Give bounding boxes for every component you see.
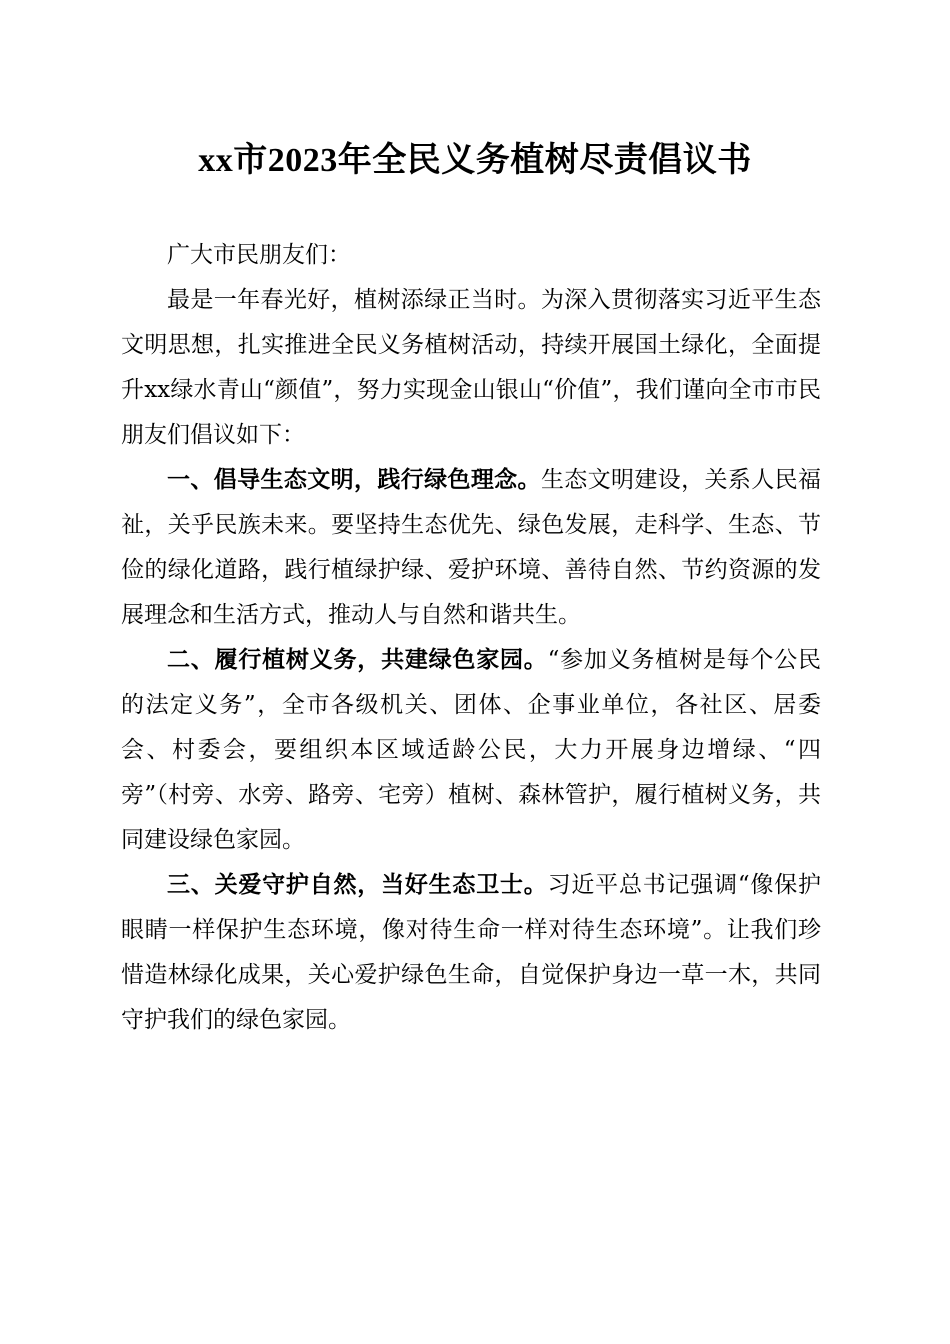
section-text-2: “参加义务植树是每个公民的法定义务”，全市各级机关、团体、企事业单位，各社区、居委会、村委会，要组织本区域适龄公民，大力开展身边增绿、“四旁”（村旁、水旁、路旁、宅旁）植树、森林管护，履行植树义务，共同建设绿色家园。 (121, 647, 822, 853)
document-body (121, 233, 821, 1043)
section-paragraph-1 (121, 458, 821, 638)
section-text-1: 生态文明建设，关系人民福祉，关乎民族未来。要坚持生态优先、绿色发展，走科学、生态、节俭的绿化道路，践行植绿护绿、爱护环境、善待自然、节约资源的发展理念和生活方式，推动人与自然和谐共生。 (121, 467, 822, 628)
section-paragraph-3 (121, 863, 821, 1043)
section-heading-3: 三、关爱守护自然，当好生态卫士。 (167, 872, 548, 898)
section-heading-2: 二、履行植树义务，共建绿色家园。 (167, 647, 548, 673)
section-heading-1: 一、倡导生态文明，践行绿色理念。 (167, 467, 541, 493)
document-title: xx市2023年全民义务植树尽责倡议书 (198, 142, 752, 179)
section-paragraph-2 (121, 638, 821, 863)
salutation: 广大市民朋友们： (167, 242, 351, 268)
intro-paragraph: 最是一年春光好，植树添绿正当时。为深入贯彻落实习近平生态文明思想，扎实推进全民义务植树活动，持续开展国土绿化，全面提升xx绿水青山“颜值”，努力实现金山银山“价值”，我们谨向全市市民朋友们倡议如下： (121, 287, 821, 448)
section-text-3: 习近平总书记强调“像保护眼睛一样保护生态环境，像对待生命一样对待生态环境”。让我们珍惜造林绿化成果，关心爱护绿色生命，自觉保护身边一草一木，共同守护我们的绿色家园。 (121, 872, 822, 1033)
